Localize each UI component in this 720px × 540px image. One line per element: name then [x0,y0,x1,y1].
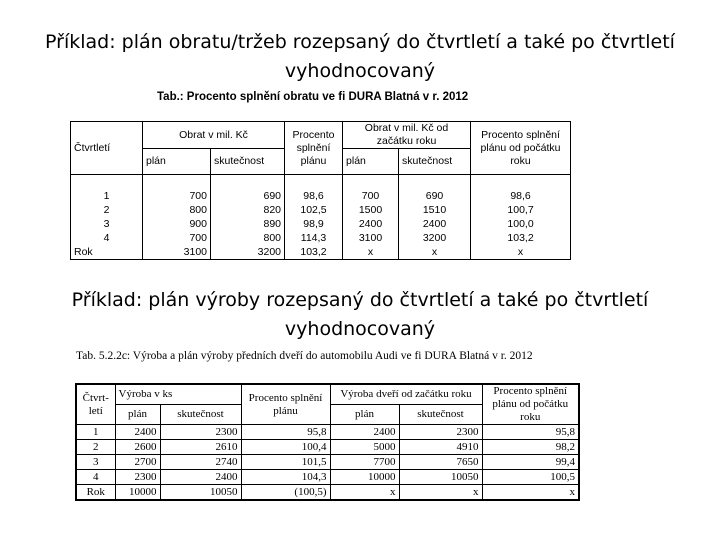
table-row [71,203,571,217]
slide-heading-turnover: Příklad: plán obratu/tržeb rozepsaný do čtvrtletí a také po čtvrtletí vyhodnocovaný [45,31,675,82]
row-label: Rok [76,485,115,501]
table-cell: x [471,245,571,260]
table-row [76,455,579,470]
table-cell: 5000 [330,440,399,455]
row-label: 2 [71,203,143,217]
table-row [76,440,579,455]
table-cell: 2400 [115,425,160,440]
table-cell: 7700 [330,455,399,470]
table-cell: 900 [143,217,211,231]
actual-subheader: skutečnost [211,149,285,175]
table-cell: 690 [399,189,471,203]
table-cell: 98,6 [471,189,571,203]
table-cell: (100,5) [241,485,330,501]
cum-plan-subheader: plán [330,405,399,425]
table-cell: 103,2 [285,245,343,260]
cum-actual-subheader: skutečnost [399,405,482,425]
cum-actual-subheader: skutečnost [399,149,471,175]
table-cell: x [330,485,399,501]
production-plan-table [75,383,580,501]
table-cell: 10050 [399,470,482,485]
table-cell: 101,5 [241,455,330,470]
table-row [71,245,571,260]
table-cell: 2300 [160,425,241,440]
table-cell: 2400 [160,470,241,485]
turnover-plan-table [70,121,571,260]
table-cell: 890 [211,217,285,231]
table1-caption: Tab.: Procento splnění obratu ve fi DURA Blatná v r. 2012 [157,91,469,103]
table-cell: 3100 [143,245,211,260]
table-cell: 4910 [399,440,482,455]
table-cell: 7650 [399,455,482,470]
table-cell: 98,6 [285,189,343,203]
row-label: 4 [71,231,143,245]
table-cell: 2300 [115,470,160,485]
plan-subheader: plán [143,149,211,175]
table-cell: 99,4 [482,455,579,470]
row-label: 2 [76,440,115,455]
cum-percent-header: Procento splnění plánu od počátku roku [471,122,571,175]
row-label: 3 [76,455,115,470]
row-label: 1 [76,425,115,440]
table-cell: 700 [343,189,399,203]
table-cell: 10050 [160,485,241,501]
table-cell: x [343,245,399,260]
cum-production-header: Výroba dveří od začátku roku [330,384,482,405]
table-cell: 95,8 [241,425,330,440]
table-cell: 10000 [330,470,399,485]
cum-percent-header: Procento splnění plánu od počátku roku [482,384,579,425]
row-label: 1 [71,189,143,203]
table-cell: 102,5 [285,203,343,217]
table-cell: 2400 [399,217,471,231]
table-cell: 1510 [399,203,471,217]
table-cell: x [399,485,482,501]
percent-header: Procento splnění plánu [241,384,330,425]
table-cell: 100,7 [471,203,571,217]
table-row [71,231,571,245]
table-cell: 3200 [399,231,471,245]
actual-subheader: skutečnost [160,405,241,425]
table-cell: 114,3 [285,231,343,245]
table-cell: 103,2 [471,231,571,245]
table-cell: 2300 [399,425,482,440]
table-cell: 2400 [330,425,399,440]
table-cell: 2400 [343,217,399,231]
table-cell: 95,8 [482,425,579,440]
turnover-header: Obrat v mil. Kč [143,122,285,149]
row-label: Rok [71,245,143,260]
plan-subheader: plán [115,405,160,425]
table-row [71,217,571,231]
table-cell: x [399,245,471,260]
table-cell: 104,3 [241,470,330,485]
table2-caption: Tab. 5.2.2c: Výroba a plán výroby předních dveří do automobilu Audi ve fi DURA Blatná v r. 2012 [76,350,533,362]
table-cell: 700 [143,231,211,245]
table-cell: 2600 [115,440,160,455]
production-header: Výroba v ks [115,384,241,405]
cum-turnover-header: Obrat v mil. Kč od začátku roku [343,122,471,149]
table-cell: 2740 [160,455,241,470]
table-cell: 10000 [115,485,160,501]
table-cell: 690 [211,189,285,203]
table-cell: 98,2 [482,440,579,455]
row-label: 4 [76,470,115,485]
table-row [76,470,579,485]
table-cell: 820 [211,203,285,217]
percent-header: Procento splnění plánu [285,122,343,175]
table-cell: 1500 [343,203,399,217]
table-cell: 2700 [115,455,160,470]
table-cell: 2610 [160,440,241,455]
table-cell: 3100 [343,231,399,245]
table-row [71,189,571,203]
table-cell: x [482,485,579,501]
row-label: 3 [71,217,143,231]
table-cell: 700 [143,189,211,203]
cum-plan-subheader: plán [343,149,399,175]
table-cell: 98,9 [285,217,343,231]
table-row [76,425,579,440]
quarter-header: Čtvrtletí [71,122,143,175]
table-row [76,485,579,501]
table-cell: 100,4 [241,440,330,455]
table-cell: 100,0 [471,217,571,231]
slide-heading-production: Příklad: plán výroby rozepsaný do čtvrtletí a také po čtvrtletí vyhodnocovaný [71,289,649,340]
quarter-header: Čtvrt-letí [76,384,115,425]
table-cell: 800 [143,203,211,217]
table-cell: 3200 [211,245,285,260]
table-cell: 800 [211,231,285,245]
table-cell: 100,5 [482,470,579,485]
